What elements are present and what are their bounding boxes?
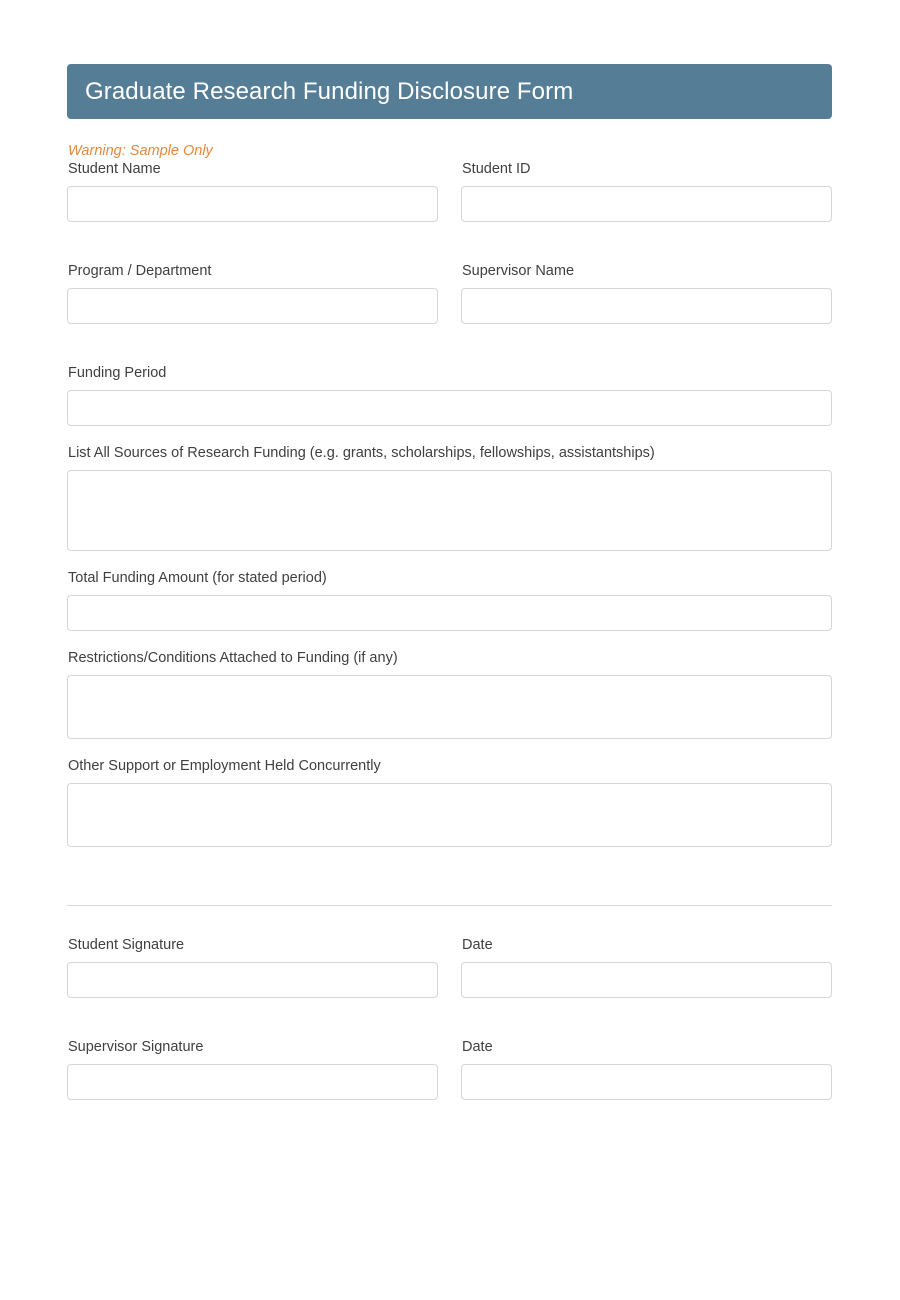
- sample-only-warning: Warning: Sample Only: [68, 143, 213, 159]
- student-name-label: Student Name: [68, 161, 161, 177]
- spacer: [67, 998, 832, 1038]
- total-funding-amount-label: Total Funding Amount (for stated period): [68, 570, 327, 586]
- program-department-input[interactable]: [67, 288, 438, 324]
- field-group-student-id: [461, 160, 832, 222]
- student-signature-date-label: Date: [462, 937, 493, 953]
- supervisor-signature-date-input[interactable]: [461, 1064, 832, 1100]
- row-student-identity: [67, 160, 832, 222]
- field-group-funding-sources: [67, 444, 832, 551]
- row-funding-sources: [67, 444, 832, 551]
- spacer: [67, 324, 832, 364]
- field-group-student-signature-date: [461, 936, 832, 998]
- field-group-total-funding-amount: [67, 569, 832, 631]
- total-funding-amount-input[interactable]: [67, 595, 832, 631]
- funding-sources-textarea[interactable]: [67, 470, 832, 551]
- supervisor-signature-label: Supervisor Signature: [68, 1039, 204, 1055]
- student-signature-input[interactable]: [67, 962, 438, 998]
- supervisor-signature-date-label: Date: [462, 1039, 493, 1055]
- spacer: [67, 551, 832, 569]
- other-support-textarea[interactable]: [67, 783, 832, 847]
- field-group-restrictions: [67, 649, 832, 739]
- supervisor-name-input[interactable]: [461, 288, 832, 324]
- field-group-student-name: [67, 160, 438, 222]
- row-other-support: [67, 757, 832, 847]
- form-body: [67, 143, 832, 1100]
- field-group-supervisor-name: [461, 262, 832, 324]
- row-funding-period: [67, 364, 832, 426]
- student-id-label: Student ID: [462, 161, 531, 177]
- funding-period-label: Funding Period: [68, 365, 167, 381]
- supervisor-signature-input[interactable]: [67, 1064, 438, 1100]
- row-student-signature: [67, 936, 832, 998]
- field-group-program-department: [67, 262, 438, 324]
- spacer: [67, 631, 832, 649]
- row-supervisor-signature: [67, 1038, 832, 1100]
- spacer: [67, 847, 832, 905]
- field-group-other-support: [67, 757, 832, 847]
- field-group-funding-period: [67, 364, 832, 426]
- field-group-student-signature: [67, 936, 438, 998]
- restrictions-textarea[interactable]: [67, 675, 832, 739]
- funding-period-input[interactable]: [67, 390, 832, 426]
- spacer: [67, 222, 832, 262]
- student-id-input[interactable]: [461, 186, 832, 222]
- spacer: [67, 739, 832, 757]
- funding-sources-label: List All Sources of Research Funding (e.g. grants, scholarships, fellowships, assistantships): [68, 445, 655, 461]
- spacer: [67, 906, 832, 936]
- student-signature-date-input[interactable]: [461, 962, 832, 998]
- supervisor-name-label: Supervisor Name: [462, 263, 575, 279]
- row-program-supervisor: [67, 262, 832, 324]
- program-department-label: Program / Department: [68, 263, 212, 279]
- page-title: Graduate Research Funding Disclosure Form: [85, 77, 574, 105]
- spacer: [67, 426, 832, 444]
- other-support-label: Other Support or Employment Held Concurrently: [68, 758, 381, 774]
- restrictions-label: Restrictions/Conditions Attached to Funding (if any): [68, 650, 398, 666]
- row-total-funding-amount: [67, 569, 832, 631]
- student-signature-label: Student Signature: [68, 937, 185, 953]
- form-header-banner: [67, 64, 832, 119]
- field-group-supervisor-signature: [67, 1038, 438, 1100]
- row-restrictions: [67, 649, 832, 739]
- field-group-supervisor-signature-date: [461, 1038, 832, 1100]
- student-name-input[interactable]: [67, 186, 438, 222]
